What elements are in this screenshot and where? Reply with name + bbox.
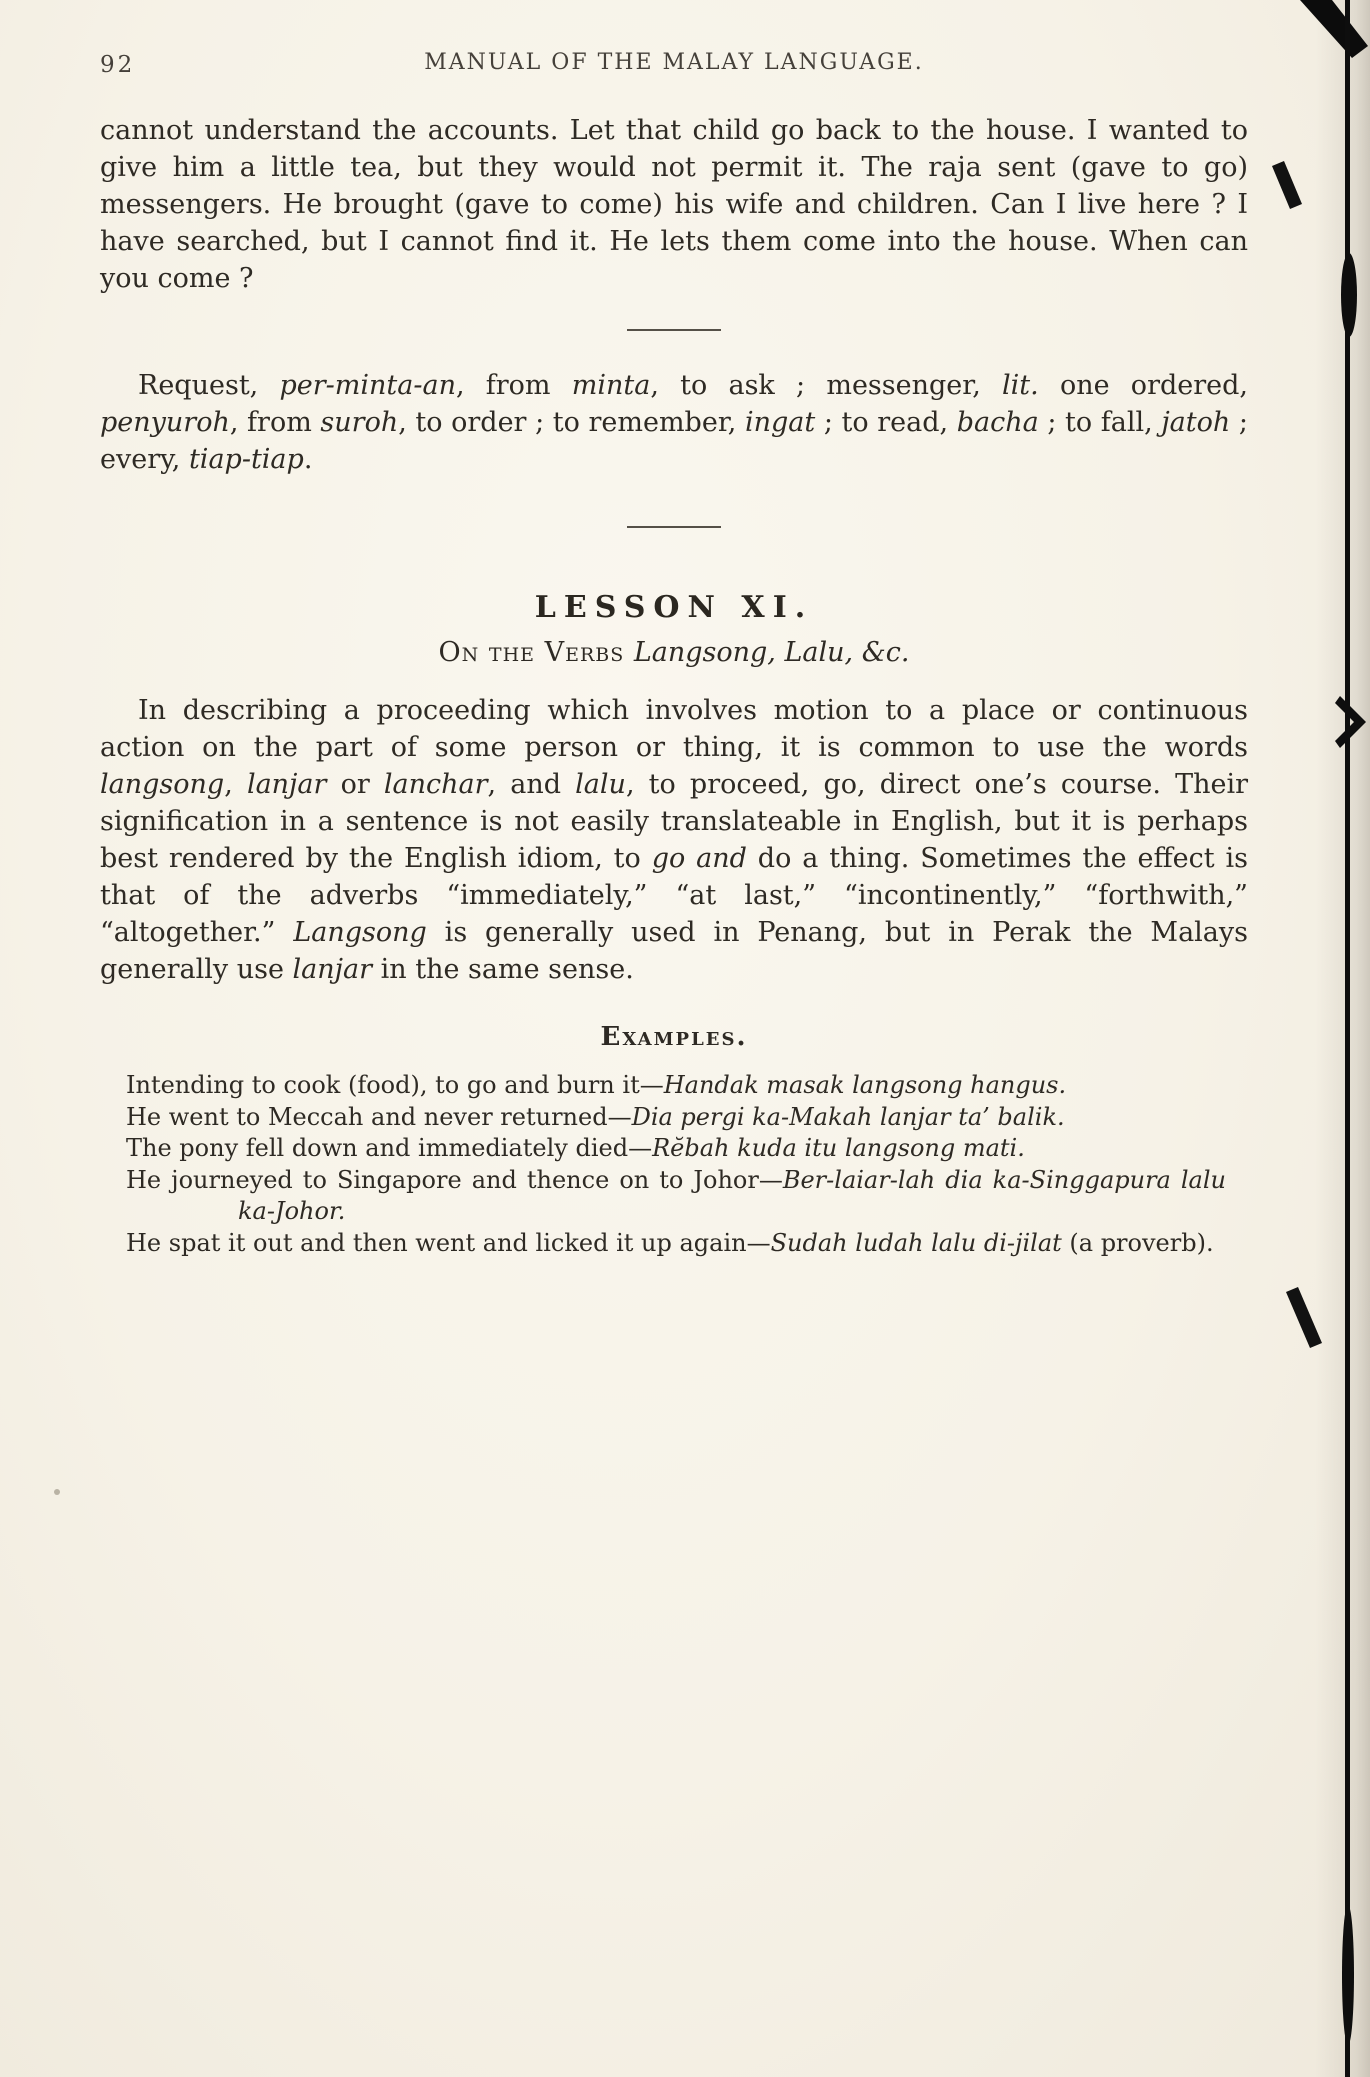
book-page [100, 50, 1248, 1259]
example-item: He went to Meccah and never returned—Dia pergi ka-Makah lanjar ta’ balik. [126, 1102, 1065, 1131]
binding-line [1345, 0, 1350, 2077]
ink-mark-slash-2 [1286, 1287, 1322, 1348]
examples-list [126, 1070, 1226, 1259]
ink-mark-corner [1300, 0, 1368, 58]
ink-blob-1 [1341, 253, 1357, 337]
lesson-subtitle-prefix: On the Verbs [438, 637, 634, 668]
page-number: 92 [100, 52, 136, 78]
section-divider-2 [627, 526, 721, 528]
example-item: He spat it out and then went and licked it up again—Sudah ludah lalu di-jilat (a proverb). [126, 1228, 1214, 1257]
examples-heading: Examples. [600, 1022, 748, 1052]
paragraph-exercise-continuation: cannot understand the accounts. Let that child go back to the house. I wanted to give him a little tea, but they would not permit it. The raja sent (gave to go) messengers. He brought (gave to come) his wife and children. Can I live here ? I have searched, but I cannot find it. He lets them come into the house. When can you come ? [100, 115, 1248, 294]
example-item: Intending to cook (food), to go and burn it—Handak masak langsong hangus. [126, 1071, 1067, 1099]
example-item: He journeyed to Singapore and thence on to Johor—Ber-laiar-lah dia ka-Singgapura lalu ka-Johor. [126, 1165, 1226, 1225]
lesson-title: LESSON XI. [534, 590, 814, 625]
paragraph-lesson-body: In describing a proceeding which involves motion to a place or continuous action on the part of some person or thing, it is common to use the words langsong, lanjar or lanchar, and lalu, to proceed, go, direct one’s course. Their signification in a sentence is not easily translateable in English, but it is perhaps best rendered by the English idiom, to go and do a thing. Sometimes the effect is that of the adverbs “immediately,” “at last,” “incontinently,” “forthwith,” “altogether.” Langsong is generally used in Penang, but in Perak the Malays generally use lanjar in the same sense. [100, 695, 1249, 985]
running-title: MANUAL OF THE MALAY LANGUAGE. [424, 50, 924, 75]
ink-mark-arrow [1335, 696, 1366, 748]
lesson-subtitle-terms: Langsong, Lalu, &c. [633, 637, 910, 668]
page-header [100, 50, 1248, 80]
ink-mark-slash-1 [1272, 161, 1302, 209]
paper-speck [54, 1489, 60, 1495]
lesson-subtitle [100, 637, 1248, 668]
paragraph-vocabulary: Request, per-minta-an, from minta, to ask ; messenger, lit. one ordered, penyuroh, from suroh, to order ; to remember, ingat ; to read, bacha ; to fall, jatoh ; every, tiap-tiap. [100, 370, 1248, 475]
ink-blob-2 [1342, 1905, 1354, 2045]
example-item: The pony fell down and immediately died—Rĕbah kuda itu langsong mati. [126, 1134, 1025, 1162]
section-divider-1 [627, 329, 721, 331]
